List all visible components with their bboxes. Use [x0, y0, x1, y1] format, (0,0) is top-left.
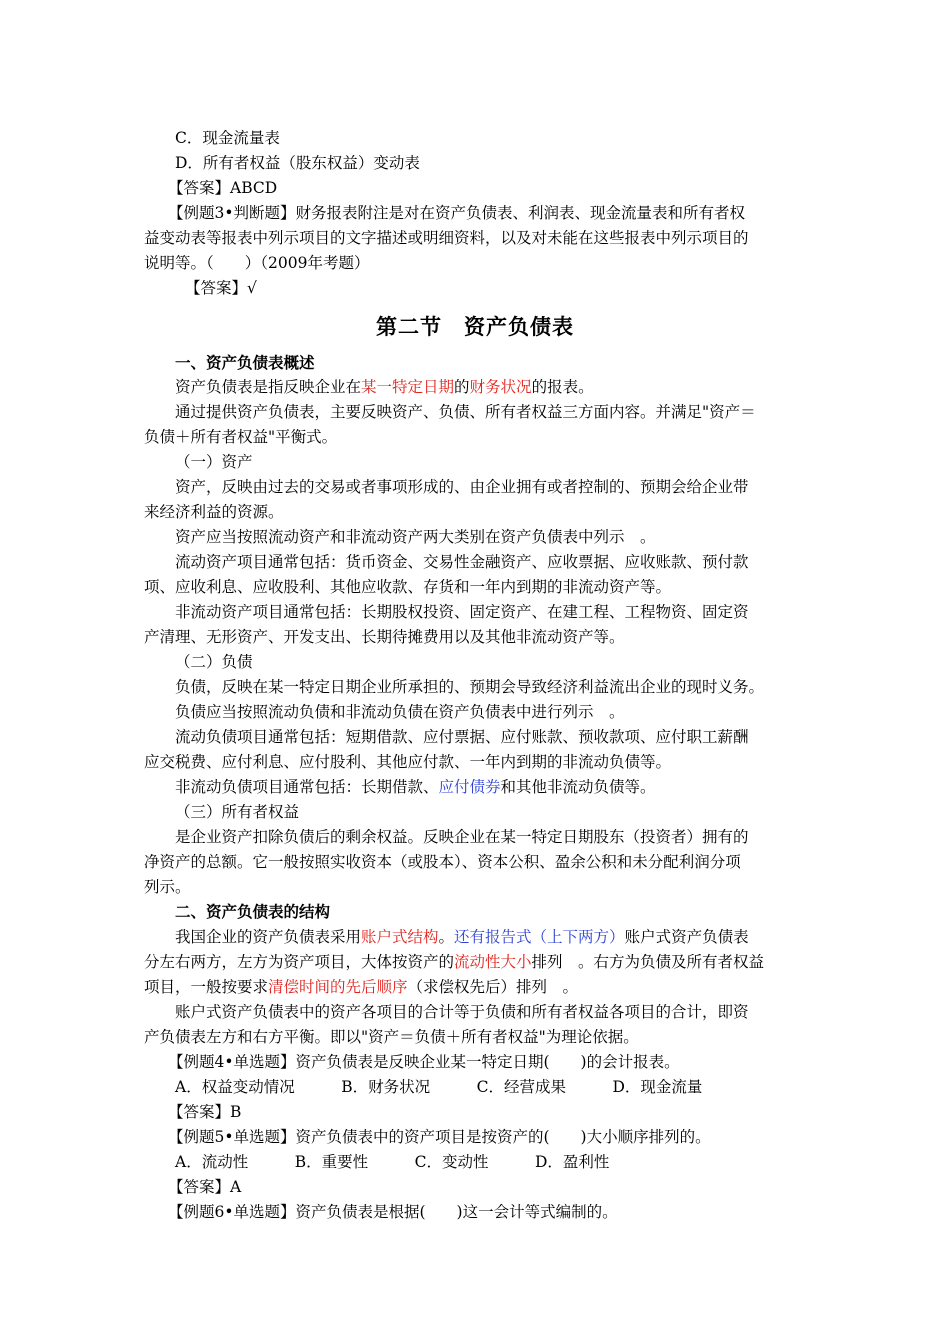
paragraph-line: 流动资产项目通常包括：货币资金、交易性金融资产、应收票据、应收账款、预付款: [175, 553, 749, 571]
highlight: 财务状况: [469, 378, 532, 396]
question-text: 【例题6•单选题】资产负债表是根据( )这一会计等式编制的。: [168, 1203, 618, 1221]
question-text: 说明等。（ ）（2009年考题）: [144, 254, 370, 272]
answer-line: 【答案】A: [168, 1178, 242, 1196]
paragraph-line: 流动负债项目通常包括：短期借款、应付票据、应付账款、预收款项、应付职工薪酬: [175, 728, 749, 746]
option-c: C．现金流量表: [175, 129, 280, 147]
subheading: （三）所有者权益: [175, 803, 300, 821]
paragraph-line: 非流动负债项目通常包括：长期借款、应付债券和其他非流动负债等。: [175, 778, 656, 796]
paragraph-line: 通过提供资产负债表，主要反映资产、负债、所有者权益三方面内容。并满足"资产＝: [175, 403, 756, 421]
subheading: （二）负债: [175, 653, 253, 671]
paragraph-line: 项、应收利息、应收股利、其他应收款、存货和一年内到期的非流动资产等。: [144, 578, 672, 596]
paragraph-line: 净资产的总额。它一般按照实收资本（或股本）、资本公积、盈余公积和未分配利润分项: [144, 853, 741, 871]
answer-line: 【答案】ABCD: [168, 179, 278, 197]
paragraph-line: 资产，反映由过去的交易或者事项形成的、由企业拥有或者控制的、预期会给企业带: [175, 478, 749, 496]
paragraph-line: 资产负债表是指反映企业在某一特定日期的财务状况的报表。: [175, 378, 594, 396]
paragraph-line: 资产应当按照流动资产和非流动资产两大类别在资产负债表中列示 。: [175, 528, 656, 546]
question-text: 【例题3•判断题】财务报表附注是对在资产负债表、利润表、现金流量表和所有者权: [168, 204, 746, 222]
highlight: 某一特定日期: [361, 378, 455, 396]
paragraph-line: 负债应当按照流动负债和非流动负债在资产负债表中进行列示 。: [175, 703, 625, 721]
paragraph-line: 账户式资产负债表中的资产各项目的合计等于负债和所有者权益各项目的合计，即资: [175, 1003, 749, 1021]
highlight: 流动性大小: [454, 953, 532, 971]
highlight: 清偿时间的先后顺序: [268, 978, 408, 996]
question-text: 【例题4•单选题】资产负债表是反映企业某一特定日期( )的会计报表。: [168, 1053, 680, 1071]
highlight: 应付债券: [438, 778, 501, 796]
heading: 二、资产负债表的结构: [175, 902, 331, 921]
paragraph-line: 产清理、无形资产、开发支出、长期待摊费用以及其他非流动资产等。: [144, 628, 625, 646]
paragraph-line: 负债＋所有者权益"平衡式。: [144, 428, 338, 446]
paragraph-line: 列示。: [144, 878, 191, 896]
paragraph-line: 应交税费、应付利息、应付股利、其他应付款、一年内到期的非流动负债等。: [144, 753, 672, 771]
subheading: （一）资产: [175, 453, 253, 471]
paragraph-line: 非流动资产项目通常包括：长期股权投资、固定资产、在建工程、工程物资、固定资: [175, 603, 749, 621]
question-text: 【例题5•单选题】资产负债表中的资产项目是按资产的( )大小顺序排列的。: [168, 1128, 711, 1146]
question-text: 益变动表等报表中列示项目的文字描述或明细资料，以及对未能在这些报表中列示项目的: [144, 229, 749, 247]
paragraph-line: 是企业资产扣除负债后的剩余权益。反映企业在某一特定日期股东（投资者）拥有的: [175, 828, 749, 846]
paragraph-line: 分左右两方，左方为资产项目，大体按资产的流动性大小排列 。右方为负债及所有者权益: [144, 953, 765, 971]
heading: 一、资产负债表概述: [175, 353, 315, 372]
highlight: 还有报告式（上下两方）: [454, 928, 625, 946]
option-d: D．所有者权益（股东权益）变动表: [175, 154, 420, 172]
paragraph-line: 来经济利益的资源。: [144, 503, 284, 521]
answer-line: 【答案】√: [185, 279, 257, 297]
answer-line: 【答案】B: [168, 1103, 242, 1121]
question-options: A．权益变动情况 B．财务状况 C．经营成果 D．现金流量: [175, 1078, 703, 1096]
paragraph-line: 我国企业的资产负债表采用账户式结构。还有报告式（上下两方）账户式资产负债表: [175, 928, 749, 946]
highlight: 账户式结构: [361, 928, 439, 946]
section-title: 第二节 资产负债表: [376, 314, 574, 339]
paragraph-line: 项目，一般按要求清偿时间的先后顺序（求偿权先后）排列 。: [144, 978, 579, 996]
question-options: A．流动性 B．重要性 C．变动性 D．盈利性: [175, 1153, 610, 1171]
paragraph-line: 产负债表左方和右方平衡。即以"资产＝负债＋所有者权益"为理论依据。: [144, 1028, 639, 1046]
paragraph-line: 负债，反映在某一特定日期企业所承担的、预期会导致经济利益流出企业的现时义务。: [175, 678, 765, 696]
